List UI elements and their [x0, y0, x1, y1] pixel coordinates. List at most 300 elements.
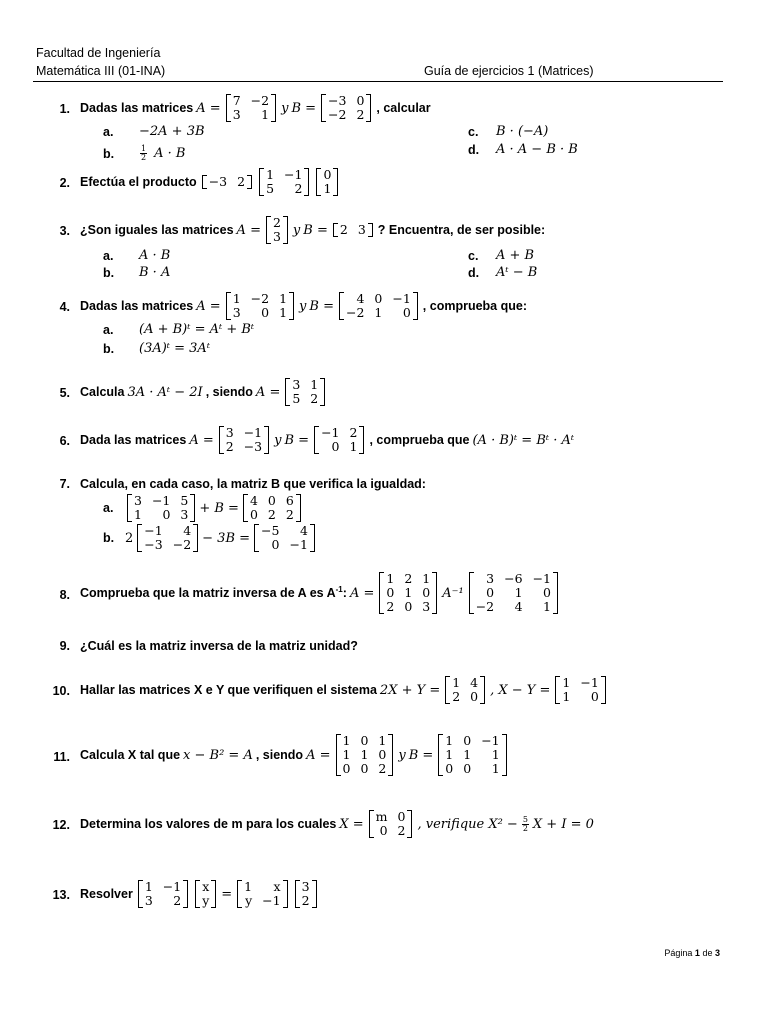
footer-page-number: 1 — [694, 948, 700, 958]
matrix-bracket-right — [296, 494, 301, 522]
matrix-cells — [300, 880, 312, 908]
ex13-intro: Resolver — [80, 887, 133, 901]
matrix-cell: 1 — [562, 675, 571, 690]
matrix-cell: −2 — [475, 599, 495, 614]
matrix-cells — [326, 94, 366, 122]
matrix-cell: −1 — [284, 167, 303, 182]
matrix-cell: 3 — [422, 599, 431, 614]
ex9-statement — [80, 639, 358, 653]
ex3-item-d-expr: Aᵗ − B — [496, 265, 538, 280]
matrix-cell: 3 — [357, 222, 366, 237]
ex3-item-a — [103, 248, 170, 263]
matrix-bracket-right — [502, 734, 507, 776]
ex1-item-b-label: b. — [103, 146, 115, 161]
matrix-cell: −1 — [532, 571, 551, 586]
matrix-cell: 1 — [144, 879, 153, 894]
matrix-cell: −1 — [321, 425, 340, 440]
ex3-conj: y — [292, 222, 301, 238]
ex8-ainv-label: A⁻¹ — [442, 585, 464, 601]
ex13-equals: = — [221, 886, 233, 902]
matrix-cell: −1 — [392, 291, 411, 306]
matrix-cell: −1 — [151, 493, 171, 508]
matrix-cell: 2 — [173, 893, 182, 908]
ex5-expr: 3A · Aᵗ − 2I — [127, 384, 203, 400]
ex3-statement — [80, 216, 545, 244]
ex2-matrix-2 — [259, 168, 309, 196]
matrix-cell: 0 — [323, 167, 332, 182]
ex9-number: 9. — [59, 639, 70, 653]
matrix-bracket-right — [432, 572, 437, 614]
matrix-cell: −3 — [328, 93, 347, 108]
matrix-cell: 4 — [470, 675, 479, 690]
ex2-statement — [80, 168, 340, 196]
ex1-item-c-label: c. — [468, 124, 479, 139]
matrix-bracket-right — [304, 168, 309, 196]
ex4-item-b-expr: (3A)ᵗ = 3Aᵗ — [139, 341, 211, 356]
matrix-cell: 1 — [232, 291, 241, 306]
matrix-cell: 2 — [397, 823, 406, 838]
matrix-bracket-right — [601, 676, 606, 704]
ex8-intro: Comprueba que la matriz inversa de A es $A^{-1}$: — [80, 585, 347, 601]
ex11-sym-b: B = — [408, 747, 434, 763]
matrix-cell: −5 — [261, 523, 280, 538]
matrix-cell: 1 — [342, 733, 351, 748]
matrix-cell: x — [273, 879, 281, 894]
matrix-cell: −1 — [289, 537, 308, 552]
ex3-number: 3. — [59, 224, 70, 238]
matrix-cell: 4 — [514, 599, 523, 614]
ex5-intro: Calcula — [80, 385, 125, 399]
matrix-cell: 2 — [349, 425, 358, 440]
ex7-item-b-label: b. — [103, 531, 115, 545]
footer-of: de — [702, 948, 713, 958]
matrix-cell: 1 — [279, 291, 288, 306]
matrix-cell: 3 — [301, 879, 310, 894]
ex12-matrix-x — [369, 810, 413, 838]
ex6-sym-b: B = — [284, 432, 310, 448]
matrix-cell: 4 — [356, 291, 365, 306]
matrix-cells — [142, 524, 193, 552]
matrix-cell: 1 — [452, 675, 461, 690]
matrix-cell: 1 — [445, 733, 454, 748]
ex1-sym-b: B = — [291, 100, 317, 116]
ex3-item-c-expr: A + B — [496, 248, 535, 263]
ex1-intro: Dadas las matrices — [80, 101, 194, 115]
ex3-item-d-label: d. — [468, 265, 480, 280]
ex11-conj: y — [398, 747, 406, 763]
ex6-matrix-b — [314, 426, 364, 454]
matrix-bracket-right — [283, 880, 288, 908]
matrix-bracket-right — [283, 216, 288, 244]
matrix-cell: 1 — [463, 747, 472, 762]
matrix-cell: 0 — [590, 689, 599, 704]
matrix-cell: 0 — [378, 747, 387, 762]
ex7-b-matrix-2 — [254, 524, 315, 552]
ex3-tail: ? Encuentra, de ser posible: — [377, 223, 546, 237]
ex3-intro: ¿Son iguales las matrices — [80, 223, 234, 237]
matrix-cells — [341, 734, 389, 776]
matrix-bracket-right — [193, 524, 198, 552]
ex3-item-d — [468, 265, 537, 280]
ex4-tail: , comprueba que: — [422, 299, 527, 313]
matrix-cell: 2 — [356, 107, 365, 122]
ex5-number: 5. — [59, 386, 70, 400]
matrix-cell: y — [245, 893, 253, 908]
matrix-cell: 0 — [356, 93, 365, 108]
matrix-cell: 1 — [374, 305, 383, 320]
matrix-cell: 0 — [162, 507, 171, 522]
matrix-bracket-right — [333, 168, 338, 196]
matrix-cell: 5 — [266, 181, 275, 196]
matrix-cell: 4 — [183, 523, 192, 538]
ex7-b-op: − 3B = — [202, 530, 251, 546]
ex7-a-op: + B = — [199, 500, 239, 516]
matrix-cell: x — [202, 879, 210, 894]
ex11-matrix-a — [336, 734, 394, 776]
matrix-cell: 0 — [445, 761, 454, 776]
ex4-number: 4. — [59, 300, 70, 314]
matrix-cell: −1 — [481, 733, 500, 748]
matrix-cell: 1 — [261, 107, 270, 122]
matrix-cells — [259, 524, 310, 552]
matrix-cells — [474, 572, 553, 614]
matrix-cell: 2 — [285, 507, 294, 522]
matrix-cell: 4 — [249, 493, 258, 508]
ex3-item-b — [103, 265, 170, 280]
matrix-cell: 1 — [360, 747, 369, 762]
matrix-cell: −1 — [144, 523, 163, 538]
ex1-item-c-expr: B · (−A) — [496, 124, 549, 139]
ex10-eq1: 2X + Y = — [379, 682, 441, 698]
ex13-number: 13. — [52, 888, 70, 902]
matrix-cell: 0 — [543, 585, 551, 600]
matrix-bracket-right — [264, 426, 269, 454]
ex6-expr: (A · B)ᵗ = Bᵗ · Aᵗ — [472, 432, 575, 448]
matrix-cells — [384, 572, 432, 614]
ex12-statement — [80, 810, 594, 838]
ex4-sym-b: B = — [309, 298, 334, 314]
matrix-cell: 1 — [404, 585, 413, 600]
matrix-cells — [200, 880, 211, 908]
ex11-number: 11. — [53, 750, 70, 764]
matrix-cell: −2 — [250, 291, 270, 306]
matrix-cell: 1 — [244, 879, 253, 894]
ex6-mid: , comprueba que — [369, 433, 470, 447]
matrix-bracket-right — [553, 572, 558, 614]
matrix-bracket-right — [366, 94, 371, 122]
ex5-statement — [80, 378, 327, 406]
ex7-a-matrix-2 — [243, 494, 301, 522]
ex8-matrix-a — [379, 572, 437, 614]
ex7-b-coef: 2 — [125, 530, 134, 546]
matrix-cell: 1 — [310, 377, 319, 392]
matrix-cell: m — [375, 809, 388, 824]
matrix-cell: 0 — [422, 585, 431, 600]
ex3-sym-a: A = — [236, 222, 261, 238]
matrix-cell: 1 — [342, 747, 351, 762]
matrix-cell: y — [202, 893, 210, 908]
ex12-tail: X + I = 0 — [532, 816, 594, 832]
matrix-bracket-right — [388, 734, 393, 776]
matrix-cell: 1 — [514, 585, 523, 600]
matrix-cell: 6 — [285, 493, 294, 508]
matrix-cell: 0 — [360, 761, 369, 776]
ex1-item-c — [468, 124, 548, 139]
ex1-number: 1. — [59, 102, 70, 116]
ex3-item-b-expr: B · A — [139, 265, 171, 280]
matrix-cell: 2 — [225, 439, 234, 454]
matrix-bracket-right — [312, 880, 317, 908]
ex10-statement — [80, 676, 608, 704]
ex10-eq2: , X − Y = — [490, 682, 551, 698]
ex6-matrix-a — [219, 426, 269, 454]
matrix-cell: 1 — [445, 747, 454, 762]
ex6-intro: Dada las matrices — [80, 433, 187, 447]
ex6-conj: y — [274, 432, 282, 448]
ex12-frac: $\frac{5}{2}$ — [522, 814, 528, 833]
matrix-cells — [132, 494, 190, 522]
matrix-cell: 0 — [271, 537, 280, 552]
ex12-intro: Determina los valores de m para los cuales — [80, 817, 337, 831]
matrix-cell: 1 — [562, 689, 571, 704]
matrix-cells — [143, 880, 183, 908]
ex2-matrix-3 — [316, 168, 338, 196]
ex11-intro: Calcula X tal que — [80, 748, 181, 762]
matrix-cell: 7 — [232, 93, 241, 108]
ex7-item-a — [103, 494, 303, 522]
matrix-bracket-right — [271, 94, 276, 122]
ex5-matrix-a — [285, 378, 325, 406]
ex1-item-b — [103, 145, 185, 162]
matrix-cell: 0 — [331, 439, 340, 454]
matrix-cell: −3 — [144, 537, 163, 552]
matrix-cell: 0 — [386, 585, 395, 600]
matrix-cells — [231, 94, 271, 122]
matrix-cell: 1 — [378, 733, 387, 748]
ex1-matrix-b — [321, 94, 371, 122]
ex12-mid: , verifique X² − — [417, 816, 518, 832]
ex9-intro: ¿Cuál es la matriz inversa de la matriz unidad? — [80, 639, 358, 653]
header-rule — [33, 81, 723, 82]
matrix-cell: 0 — [463, 761, 472, 776]
course-name: Matemática III (01-INA) — [36, 64, 166, 78]
ex5-sym-a: A = — [255, 384, 281, 400]
ex3-matrix-b — [333, 223, 373, 237]
ex1-conj: y — [281, 100, 289, 116]
matrix-cells — [338, 223, 368, 237]
ex1-item-a-label: a. — [103, 124, 114, 139]
matrix-cell: 0 — [249, 507, 258, 522]
matrix-cell: 3 — [486, 571, 495, 586]
ex11-statement — [80, 734, 509, 776]
matrix-cell: 3 — [134, 493, 142, 508]
matrix-cell: 2 — [452, 689, 461, 704]
matrix-bracket-right — [413, 292, 418, 320]
ex10-matrix-2 — [555, 676, 605, 704]
ex7-item-a-label: a. — [103, 501, 114, 515]
matrix-cell: −1 — [262, 893, 281, 908]
ex10-matrix-1 — [445, 676, 485, 704]
ex6-number: 6. — [59, 434, 70, 448]
matrix-cell: 2 — [378, 761, 387, 776]
ex4-statement — [80, 292, 527, 320]
matrix-cell: 1 — [491, 761, 500, 776]
matrix-cell: 1 — [543, 599, 551, 614]
ex7-statement — [80, 477, 426, 491]
matrix-cell: 0 — [379, 823, 388, 838]
matrix-cell: 2 — [301, 893, 310, 908]
matrix-cell: 0 — [486, 585, 495, 600]
ex7-a-matrix-1 — [127, 494, 195, 522]
matrix-cells — [374, 810, 408, 838]
matrix-cell: −2 — [250, 93, 270, 108]
ex11-expr: x − B² = A — [183, 747, 253, 763]
matrix-cell: 3 — [272, 229, 281, 244]
matrix-cell: −2 — [345, 305, 365, 320]
matrix-cells — [344, 292, 413, 320]
ex13-matrix-3 — [237, 880, 287, 908]
ex4-matrix-b — [339, 292, 418, 320]
matrix-bracket-right — [480, 676, 485, 704]
ex8-sup: -1 — [335, 585, 343, 595]
ex1-item-d-label: d. — [468, 142, 480, 157]
ex1-statement — [80, 94, 431, 122]
matrix-cells — [450, 676, 480, 704]
ex7-intro: Calcula, en cada caso, la matriz B que verifica la igualdad: — [80, 477, 426, 491]
matrix-cell: 0 — [342, 761, 351, 776]
ex7-item-b — [103, 524, 317, 552]
matrix-bracket-right — [407, 810, 412, 838]
matrix-cell: 2 — [294, 181, 303, 196]
matrix-cell: 2 — [237, 174, 246, 189]
matrix-cell: 1 — [491, 747, 500, 762]
matrix-cell: 0 — [397, 809, 406, 824]
page-footer — [664, 948, 720, 958]
ex11-matrix-b — [438, 734, 506, 776]
ex10-intro: Hallar las matrices X e Y que verifiquen el sistema — [80, 683, 377, 697]
ex1-item-b-frac: $\frac{1}{2}$ — [141, 144, 147, 162]
matrix-cell: 2 — [267, 507, 276, 522]
matrix-cell: 2 — [404, 571, 413, 586]
matrix-cell: −3 — [243, 439, 263, 454]
ex6-statement — [80, 426, 574, 454]
ex8-sym-a: A = — [349, 585, 375, 601]
ex12-sym-x: X = — [339, 816, 364, 832]
matrix-cell: 3 — [225, 425, 234, 440]
matrix-cell: 1 — [134, 507, 142, 522]
matrix-cell: 0 — [267, 493, 276, 508]
ex7-b-matrix-1 — [137, 524, 198, 552]
ex1-matrix-a — [226, 94, 276, 122]
matrix-cell: 1 — [323, 181, 332, 196]
ex3-item-b-label: b. — [103, 265, 115, 280]
ex3-item-c-label: c. — [468, 248, 479, 263]
matrix-bracket-right — [368, 223, 373, 237]
ex6-sym-a: A = — [189, 432, 214, 448]
matrix-bracket-right — [359, 426, 364, 454]
matrix-cell: 1 — [349, 439, 358, 454]
ex2-intro: Efectúa el producto — [80, 175, 197, 189]
matrix-cell: 0 — [470, 689, 479, 704]
guide-title: Guía de ejercicios 1 (Matrices) — [424, 64, 594, 78]
matrix-cell: 1 — [266, 167, 275, 182]
matrix-cells — [271, 216, 283, 244]
matrix-cell: −1 — [580, 675, 599, 690]
ex3-matrix-a — [266, 216, 288, 244]
ex13-statement — [80, 880, 319, 908]
matrix-cell: 3 — [292, 377, 301, 392]
matrix-bracket-right — [183, 880, 188, 908]
ex4-sym-a: A = — [196, 298, 221, 314]
ex13-matrix-4 — [295, 880, 317, 908]
matrix-cell: 2 — [386, 599, 395, 614]
ex11-mid: , siendo — [255, 748, 304, 762]
matrix-cell: 3 — [232, 107, 241, 122]
ex1-item-a — [103, 124, 205, 139]
matrix-bracket-right — [190, 494, 195, 522]
ex3-item-a-expr: A · B — [139, 248, 171, 263]
matrix-cell: 3 — [232, 305, 241, 320]
matrix-cells — [443, 734, 501, 776]
matrix-cell: −2 — [172, 537, 192, 552]
ex2-matrix-1 — [202, 175, 252, 189]
matrix-cells — [242, 880, 282, 908]
ex7-number: 7. — [59, 477, 70, 491]
matrix-cell: 1 — [422, 571, 431, 586]
matrix-bracket-right — [289, 292, 294, 320]
ex8-statement — [80, 572, 560, 614]
ex4-item-a — [103, 322, 254, 337]
ex8-matrix-ainv — [469, 572, 558, 614]
ex4-intro: Dadas las matrices — [80, 299, 194, 313]
ex11-sym-a: A = — [306, 747, 331, 763]
matrix-cell: 2 — [310, 391, 319, 406]
matrix-cells — [248, 494, 296, 522]
ex4-conj: y — [299, 298, 307, 314]
ex1-tail: , calcular — [376, 101, 431, 115]
matrix-bracket-right — [247, 175, 252, 189]
matrix-cell: 2 — [339, 222, 348, 237]
matrix-cell: 1 — [386, 571, 395, 586]
matrix-cell: −1 — [162, 879, 182, 894]
matrix-cells — [231, 292, 289, 320]
ex1-sym-a: A = — [196, 100, 221, 116]
matrix-cell: 2 — [272, 215, 281, 230]
matrix-bracket-right — [320, 378, 325, 406]
matrix-cell: 0 — [261, 305, 270, 320]
matrix-bracket-right — [211, 880, 216, 908]
ex3-item-c — [468, 248, 534, 263]
ex1-item-d-expr: A · A − B · B — [496, 142, 578, 157]
matrix-cell: −1 — [243, 425, 263, 440]
ex4-item-a-expr: (A + B)ᵗ = Aᵗ + Bᵗ — [139, 322, 255, 337]
matrix-cells — [321, 168, 333, 196]
ex1-item-b-expr: A · B — [154, 146, 186, 161]
matrix-cell: 4 — [299, 523, 308, 538]
matrix-cells — [264, 168, 304, 196]
matrix-cell: 0 — [360, 733, 369, 748]
matrix-cell: 5 — [292, 391, 301, 406]
ex10-number: 10. — [52, 684, 70, 698]
ex12-number: 12. — [52, 818, 70, 832]
ex5-mid: , siendo — [205, 385, 253, 399]
matrix-cells — [560, 676, 600, 704]
matrix-cell: −6 — [504, 571, 523, 586]
matrix-cell: 0 — [404, 599, 413, 614]
ex2-number: 2. — [59, 176, 70, 190]
ex8-number: 8. — [59, 588, 70, 602]
matrix-cell: 0 — [374, 291, 383, 306]
